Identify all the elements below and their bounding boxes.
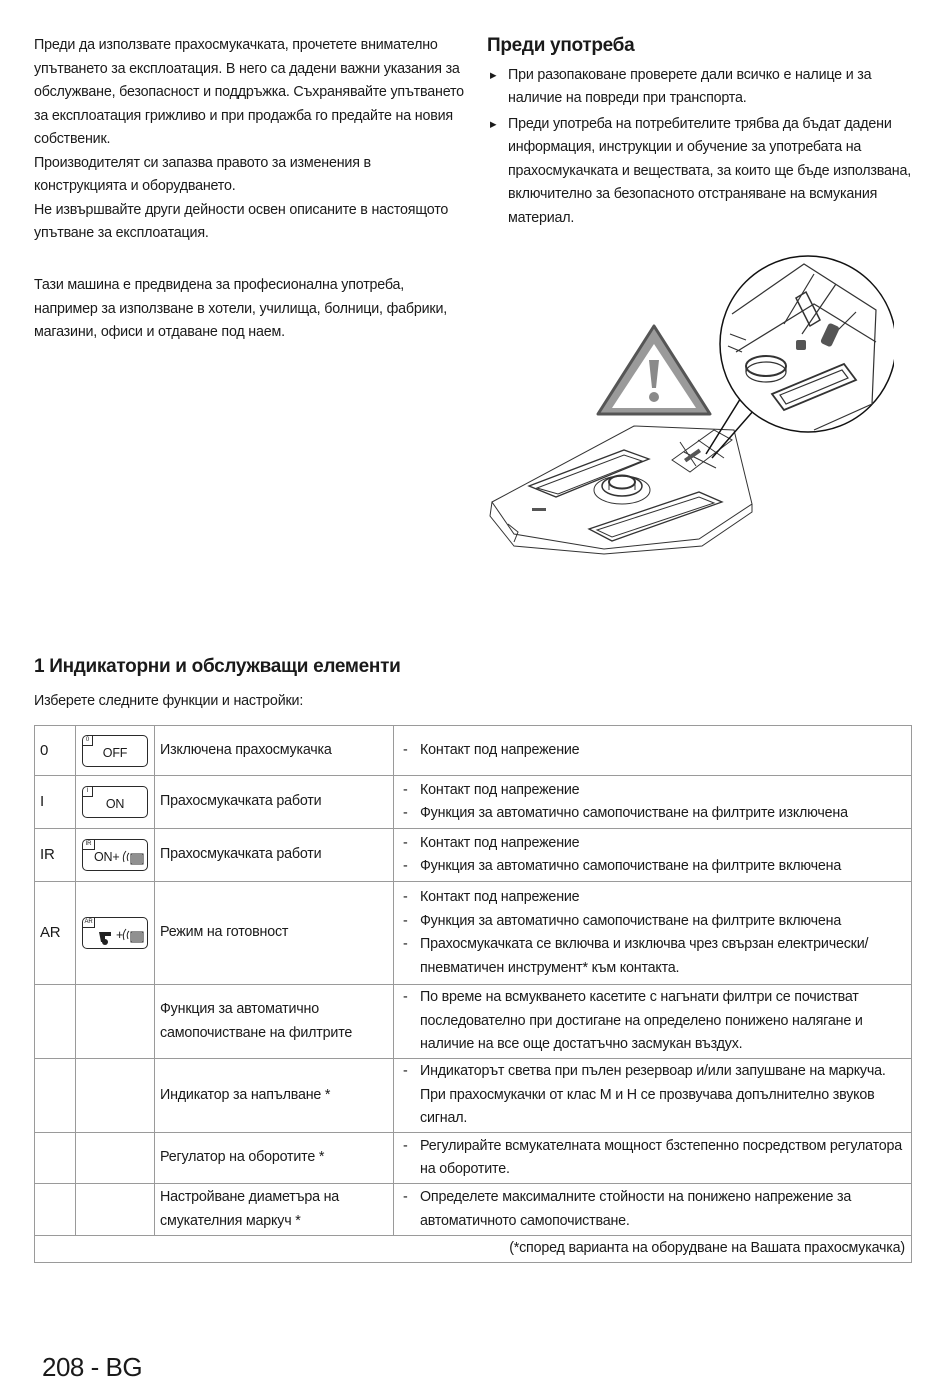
- switch-position: 0: [35, 726, 76, 776]
- table-row: [35, 776, 912, 829]
- description-item: - Определете максималните стойности на понижено напрежение за автоматичното самопочистване.: [399, 1186, 906, 1233]
- function-name: Прахосмукачката работи: [155, 829, 394, 882]
- function-description: [394, 1059, 912, 1133]
- description-item: - По време на всмукването касетите с нагънати филтри се почистват последователно при достигане на определено понижено налягане и наличие на все още достатъчно засмукан въздух.: [399, 986, 906, 1057]
- table-row: [35, 726, 912, 776]
- before-use-title: Преди употреба: [487, 35, 635, 56]
- table-row: [35, 882, 912, 985]
- intended-use-text: Тази машина е предвидена за професионална употреба, например за използване в хотели, училища, болници, фабрики, магазини, офиси и отдаване под наем.: [34, 277, 448, 340]
- intro-text: [34, 34, 466, 246]
- description-item: - Контакт под напрежение: [399, 779, 906, 803]
- function-description: [394, 1184, 912, 1236]
- intro-paragraph: Преди да използвате прахосмукачката, прочетете внимателно упътването за експлоатация. В него са дадени важни указания за обслужване, безопасност и поддръжка. Съхранявайте упътването за експлоатация грижливо и при продажба го предайте на новия собственик.: [34, 37, 464, 147]
- controls-table: [34, 725, 912, 1263]
- warning-machine-illustration: [484, 254, 894, 559]
- before-use-bullet: ▶ Преди употреба на потребителите трябва да бъдат дадени информация, инструкции и обучение за употребата на прахосмукачката и веществата, за които ще бъде използвана, включително за безопасното отстраняване на всмукания материал.: [487, 113, 917, 231]
- function-description: [394, 829, 912, 882]
- table-footnote: (*според варианта на оборудване на Вашата прахосмукачка): [35, 1236, 912, 1263]
- before-use-list: [487, 64, 917, 231]
- switch-symbol-cell: [76, 776, 155, 829]
- table-row: [35, 1059, 912, 1133]
- table-row: [35, 829, 912, 882]
- page-number: 208 - BG: [42, 1352, 143, 1382]
- description-item: - Функция за автоматично самопочистване на филтрите включена: [399, 855, 906, 879]
- function-description: [394, 882, 912, 985]
- table-row: [35, 1184, 912, 1236]
- table-row: [35, 985, 912, 1059]
- filter-cleaning-icon: [120, 848, 146, 868]
- description-item: - Регулирайте всмукателната мощност бзстепенно посредством регулатора на оборотите.: [399, 1135, 906, 1182]
- function-name: Прахосмукачката работи: [155, 776, 394, 829]
- function-description: [394, 1133, 912, 1184]
- section-title: 1 Индикаторни и обслужващи елементи: [34, 656, 401, 677]
- function-description: [394, 726, 912, 776]
- description-item: - Контакт под напрежение: [399, 739, 906, 763]
- switch-position: IR: [35, 829, 76, 882]
- on-filter-cleaning-symbol-icon: IR ON+: [82, 839, 148, 871]
- function-description: [394, 776, 912, 829]
- description-item: - Контакт под напрежение: [399, 832, 906, 856]
- auto-standby-symbol-icon: AR +: [82, 917, 148, 949]
- description-item: - Прахосмукачката се включва и изключва чрез свързан електрически/ пневматичен инструмент* към контакта.: [399, 933, 906, 980]
- description-item: - Индикаторът светва при пълен резервоар и/или запушване на маркуча. При прахосмукачки от клас M и H се прозвучава допълнително звуков сигнал.: [399, 1060, 906, 1131]
- function-name: Изключена прахосмукачка: [155, 726, 394, 776]
- before-use-bullet: ▶ При разопаковане проверете дали всичко е налице и за наличие на повреди при транспорта.: [487, 64, 917, 111]
- switch-symbol-cell: [76, 726, 155, 776]
- description-item: - Функция за автоматично самопочистване на филтрите изключена: [399, 802, 906, 826]
- intro-paragraph: Производителят си запазва правото за изменения в конструкцията и оборудването.: [34, 154, 371, 194]
- function-name: Функция за автоматично самопочистване на филтрите: [155, 985, 394, 1059]
- switch-symbol-cell: [76, 829, 155, 882]
- function-name: Индикатор за напълване *: [155, 1059, 394, 1133]
- on-symbol-icon: I ON: [82, 786, 148, 818]
- table-row: [35, 1133, 912, 1184]
- function-name: Режим на готовност: [155, 882, 394, 985]
- section-subtitle: Изберете следните функции и настройки:: [34, 693, 304, 709]
- table-footnote-row: [35, 1236, 912, 1263]
- switch-symbol-cell: [76, 882, 155, 985]
- off-symbol-icon: 0 OFF: [82, 735, 148, 767]
- function-name: Регулатор на оборотите *: [155, 1133, 394, 1184]
- switch-position: I: [35, 776, 76, 829]
- intro-paragraph: Не извършвайте други дейности освен описаните в настоящото упътване за експлоатация.: [34, 201, 449, 241]
- function-description: [394, 985, 912, 1059]
- filter-cleaning-icon: [120, 926, 146, 946]
- description-item: - Функция за автоматично самопочистване на филтрите включена: [399, 910, 906, 934]
- description-item: - Контакт под напрежение: [399, 886, 906, 910]
- function-name: Настройване диаметъра на смукателния маркуч *: [155, 1184, 394, 1236]
- before-use-section: [487, 34, 917, 232]
- switch-position: AR: [35, 882, 76, 985]
